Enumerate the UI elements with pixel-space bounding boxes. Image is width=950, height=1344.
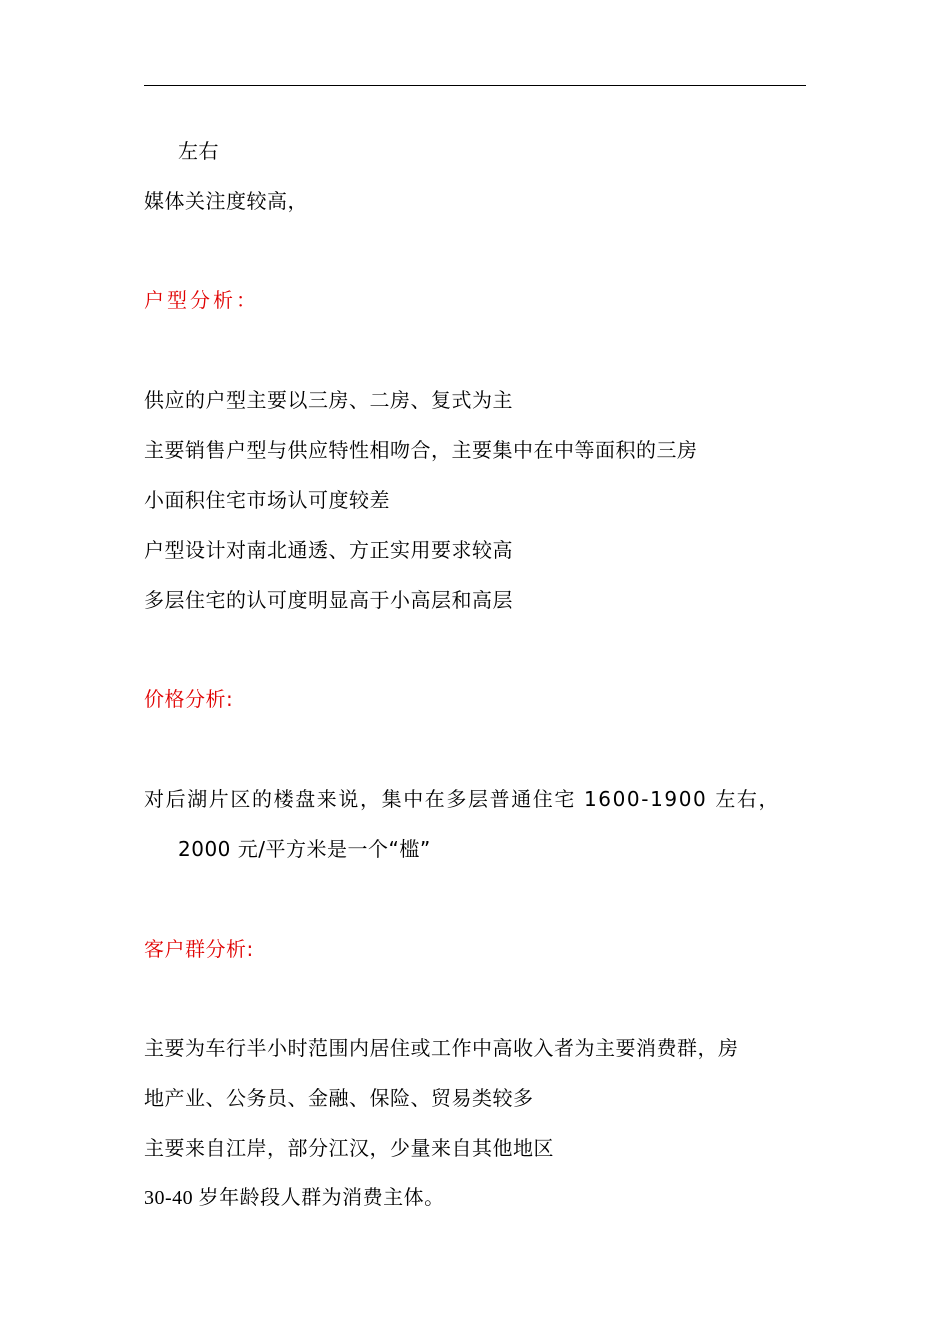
price-heading: 价格分析: [144, 687, 234, 711]
intro-line-2: 媒体关注度较高， [144, 189, 308, 213]
customer-heading: 客户群分析: [144, 937, 254, 961]
header-rule [144, 85, 806, 86]
customer-item: 30-40 岁年龄段人群为消费主体。 [144, 1187, 445, 1209]
unit-type-heading: 户型分析： [144, 288, 259, 312]
unit-type-item: 户型设计对南北通透、方正实用要求较高 [144, 538, 513, 562]
unit-type-item: 供应的户型主要以三房、二房、复式为主 [144, 388, 513, 412]
intro-line-1: 左右 [178, 139, 219, 163]
customer-item: 主要来自江岸，部分江汉，少量来自其他地区 [144, 1136, 554, 1160]
price-line-1: 对后湖片区的楼盘来说，集中在多层普通住宅 1600-1900 左右， [144, 787, 781, 811]
unit-type-item: 主要销售户型与供应特性相吻合，主要集中在中等面积的三房 [144, 438, 698, 462]
customer-item: 地产业、公务员、金融、保险、贸易类较多 [144, 1086, 534, 1110]
unit-type-item: 多层住宅的认可度明显高于小高层和高层 [144, 588, 513, 612]
price-line-2: 2000 元/平方米是一个“槛” [178, 837, 431, 861]
unit-type-item: 小面积住宅市场认可度较差 [144, 488, 390, 512]
customer-item: 主要为车行半小时范围内居住或工作中高收入者为主要消费群，房 [144, 1036, 739, 1060]
